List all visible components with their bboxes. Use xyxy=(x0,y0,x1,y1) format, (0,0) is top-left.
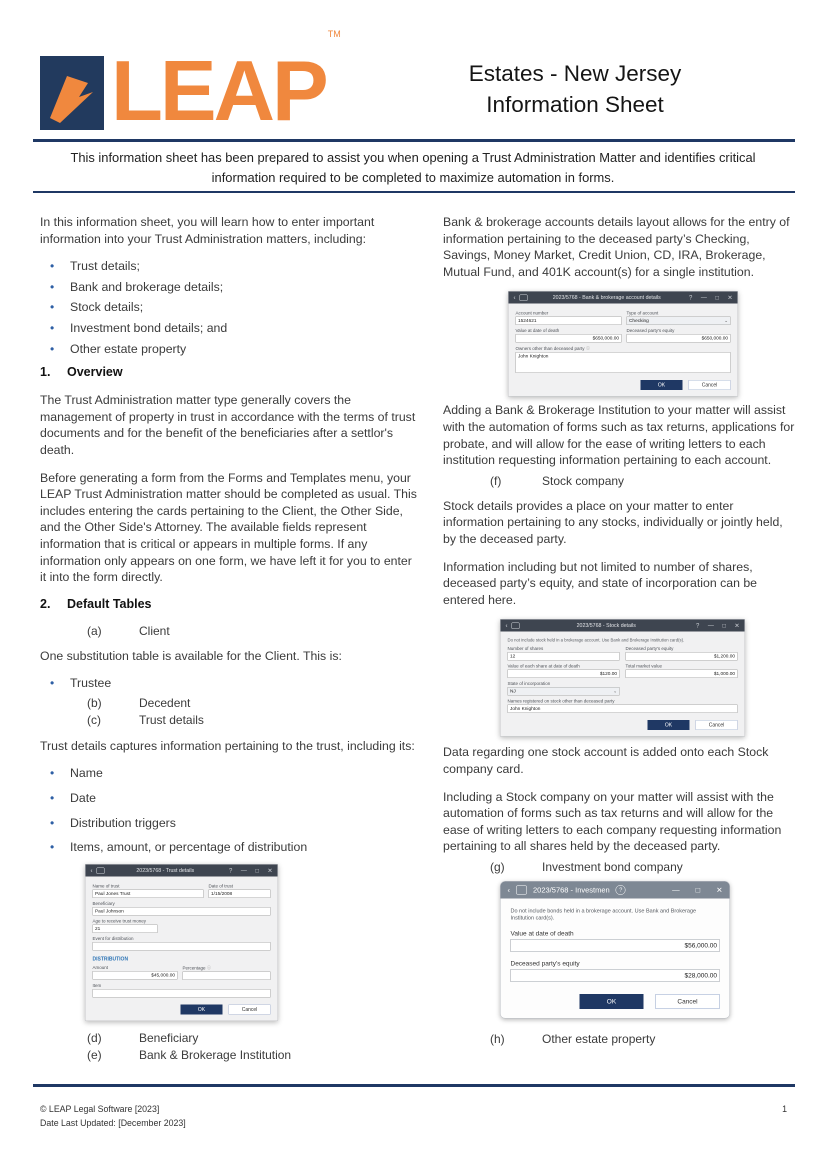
bullet-item xyxy=(40,279,418,296)
footer-updated: Date Last Updated: [December 2023] xyxy=(40,1118,186,1128)
field-label: Type of account xyxy=(626,310,659,316)
bullet-text: • Distribution triggers xyxy=(70,815,176,830)
letter-label: (c) xyxy=(87,712,101,727)
back-icon[interactable]: ‹ xyxy=(90,866,93,874)
ok-button[interactable]: OK xyxy=(580,994,644,1009)
letter-item-e xyxy=(40,1048,418,1063)
right-column xyxy=(443,214,796,1065)
leap-logo-mark-icon xyxy=(40,56,104,130)
cancel-button[interactable]: Cancel xyxy=(696,720,738,730)
field-label: Amount xyxy=(92,964,109,970)
distribution-section-heading: DISTRIBUTION xyxy=(92,956,129,962)
letter-text: Beneficiary xyxy=(139,1030,199,1045)
ok-button[interactable]: OK xyxy=(648,720,690,730)
close-icon[interactable]: ✕ xyxy=(267,866,273,874)
investment-bond-dialog xyxy=(500,881,730,1018)
maximize-icon[interactable]: □ xyxy=(695,885,701,895)
paragraph: Stock details provides a place on your matter to enter information pertaining to any stocks, individually or jointly held, by the deceased party. xyxy=(443,498,783,546)
trust-details-dialog-screenshot xyxy=(85,864,278,1024)
letter-item-f xyxy=(443,474,796,489)
header-divider xyxy=(33,139,795,142)
bullet-text: • Trustee xyxy=(70,676,112,691)
equity-input[interactable]: $28,000.00 xyxy=(511,969,720,982)
paragraph: Trust details captures information pertaining to the trust, including its: xyxy=(40,738,415,753)
maximize-icon[interactable]: □ xyxy=(715,294,719,302)
letter-item-g xyxy=(443,860,796,875)
minimize-icon[interactable]: — xyxy=(700,294,707,302)
stock-details-dialog xyxy=(500,619,745,737)
chevron-down-icon: ⌄ xyxy=(613,688,617,694)
item-input[interactable] xyxy=(93,989,271,998)
info-icon: ⓘ xyxy=(207,965,212,970)
letter-item-a xyxy=(40,624,418,639)
bullet-item xyxy=(40,299,418,316)
bullet-list xyxy=(40,765,418,855)
back-icon[interactable]: ‹ xyxy=(513,294,516,302)
field-label: Number of shares xyxy=(507,646,544,652)
letter-item-b xyxy=(40,696,418,711)
value-at-death-input[interactable]: $650,000.00 xyxy=(516,334,622,343)
document-title xyxy=(420,58,730,120)
field-label: Value of each share at date of death xyxy=(507,663,580,669)
two-column-body xyxy=(40,214,796,1065)
date-of-trust-input[interactable]: 1/15/2008 xyxy=(209,889,271,898)
back-icon[interactable]: ‹ xyxy=(505,622,508,630)
minimize-icon[interactable]: — xyxy=(240,866,247,874)
dialog-titlebar xyxy=(86,864,278,876)
bullet-item xyxy=(40,839,418,856)
minimize-icon[interactable]: — xyxy=(707,622,714,630)
field-label: Percentage ⓘ xyxy=(182,965,212,971)
letter-label: (d) xyxy=(87,1030,102,1045)
letter-label: (b) xyxy=(87,695,102,710)
section-heading-overview xyxy=(40,365,418,379)
investment-bond-dialog-screenshot xyxy=(500,881,730,1025)
close-icon[interactable]: ✕ xyxy=(727,294,733,302)
bullet-text: • Investment bond details; and xyxy=(70,320,228,335)
title-line-1: Estates - New Jersey xyxy=(468,61,682,86)
card-icon xyxy=(512,623,520,630)
bullet-item xyxy=(40,815,418,832)
close-icon[interactable]: ✕ xyxy=(734,622,740,630)
bullet-text: • Bank and brokerage details; xyxy=(70,279,224,294)
equity-input[interactable]: $650,000.00 xyxy=(627,334,731,343)
letter-text: Stock company xyxy=(542,473,625,488)
field-label: Names registered on stock other than deceased party xyxy=(507,698,615,704)
letter-text: Trust details xyxy=(139,712,204,727)
bullet-item xyxy=(40,790,418,807)
paragraph: Bank & brokerage accounts details layout allows for the entry of information pertaining to the deceased party’s Checking, Savings, Money Market, Credit Union, CD, IRA, Brokerage, Mutual Fund, and 401K account(s) for a single institution. xyxy=(443,215,790,279)
name-of-trust-input[interactable]: Paul Jones Trust xyxy=(93,889,204,898)
leap-logo-text: LEAP™ xyxy=(111,29,341,139)
maximize-icon[interactable]: □ xyxy=(722,622,726,630)
info-icon: ⓘ xyxy=(586,346,591,351)
letter-item-d xyxy=(40,1031,418,1046)
cancel-button[interactable]: Cancel xyxy=(229,1004,271,1014)
dialog-title: 2023/5768 - Investmen xyxy=(533,885,610,895)
equity-input[interactable]: $1,200.00 xyxy=(626,652,738,661)
amount-input[interactable]: $45,000.00 xyxy=(93,971,178,980)
owners-textarea[interactable]: John Knighton xyxy=(516,352,731,373)
dialog-titlebar xyxy=(501,620,745,632)
bullet-item xyxy=(40,258,418,275)
letter-text: Bank & Brokerage Institution xyxy=(139,1047,292,1062)
bullet-item xyxy=(40,320,418,337)
help-icon[interactable]: ? xyxy=(616,885,626,895)
names-registered-input[interactable]: John Knighton xyxy=(508,705,738,714)
field-label: Owners other than deceased party ⓘ xyxy=(515,346,591,352)
close-icon[interactable]: ✕ xyxy=(716,885,723,895)
paragraph: Information including but not limited to number of shares, deceased party’s equity, and state of incorporation can be entered here. xyxy=(443,559,758,607)
trust-details-dialog xyxy=(85,864,278,1021)
field-label: Date of trust xyxy=(208,883,234,889)
field-label: Deceased party's equity xyxy=(510,959,580,967)
bullet-text: • Name xyxy=(70,766,103,781)
section-title: Default Tables xyxy=(67,596,152,611)
bullet-text: • Stock details; xyxy=(70,300,144,315)
account-number-input[interactable]: 1524621 xyxy=(516,317,622,326)
paragraph: One substitution table is available for the Client. This is: xyxy=(40,648,342,663)
number-of-shares-input[interactable]: 12 xyxy=(508,652,620,661)
bullet-text: • Items, amount, or percentage of distribution xyxy=(70,840,308,855)
state-of-incorporation-select[interactable]: NJ ⌄ xyxy=(508,687,620,696)
bullet-text: • Other estate property xyxy=(70,341,187,356)
dialog-titlebar xyxy=(509,292,738,304)
bullet-item xyxy=(40,341,418,358)
trademark-symbol: TM xyxy=(327,29,341,39)
help-icon[interactable]: ? xyxy=(696,622,700,630)
cancel-button[interactable]: Cancel xyxy=(689,380,731,390)
help-icon[interactable]: ? xyxy=(229,866,233,874)
paragraph: In this information sheet, you will learn how to enter important information into your Trust Administration matters, including: xyxy=(40,215,375,246)
letter-label: (f) xyxy=(490,473,502,488)
letter-item-h xyxy=(443,1032,796,1047)
letter-label: (g) xyxy=(490,859,505,874)
field-label: Value at date of death xyxy=(515,328,560,334)
intro-divider xyxy=(33,191,795,193)
section-number: 1. xyxy=(40,365,51,380)
card-icon xyxy=(516,885,527,894)
paragraph: The Trust Administration matter type generally covers the management of property in trust in accordance with the terms of trust documents and for the benefit of the beneficiaries after a settlor's death. xyxy=(40,393,416,457)
page-footer xyxy=(40,1102,787,1130)
letter-item-c xyxy=(40,713,418,728)
field-label: Deceased party's equity xyxy=(625,646,674,652)
market-value-input[interactable]: $1,000.00 xyxy=(626,670,738,679)
value-at-death-input[interactable]: $56,000.00 xyxy=(511,939,720,952)
bullet-list xyxy=(40,258,418,357)
help-icon[interactable]: ? xyxy=(689,294,693,302)
letter-label: (a) xyxy=(87,623,102,638)
letter-text: Client xyxy=(139,623,170,638)
page-number: 1 xyxy=(782,1104,787,1114)
field-label: Beneficiary xyxy=(92,900,115,906)
title-line-2: Information Sheet xyxy=(486,92,664,117)
percentage-input[interactable] xyxy=(183,971,271,980)
letter-label: (h) xyxy=(490,1031,505,1046)
bank-brokerage-dialog xyxy=(508,291,738,397)
footer-divider xyxy=(33,1084,795,1087)
minimize-icon[interactable]: — xyxy=(672,885,680,895)
left-column xyxy=(40,214,418,1065)
chevron-down-icon: ⌄ xyxy=(724,318,728,324)
field-label: Event for distribution xyxy=(92,935,134,941)
dialog-note: Do not include stock held in a brokerage account. Use Bank and Brokerage Institution card(s). xyxy=(507,637,685,643)
dialog-title: 2023/5768 - Stock details xyxy=(576,622,636,629)
section-title: Overview xyxy=(67,365,123,380)
field-label: Age to receive trust money xyxy=(92,918,147,924)
cancel-button[interactable]: Cancel xyxy=(656,994,720,1009)
field-label: Deceased party's equity xyxy=(626,328,675,334)
section-number: 2. xyxy=(40,596,51,611)
event-for-distribution-input[interactable] xyxy=(93,942,271,951)
dialog-title: 2023/5768 - Bank & brokerage account details xyxy=(552,294,661,301)
dialog-note: Do not include bonds held in a brokerage account. Use Bank and Brokerage Institution card(s). xyxy=(510,907,697,922)
leap-logo xyxy=(40,29,341,139)
letter-text: Investment bond company xyxy=(542,859,683,874)
stock-details-dialog-screenshot xyxy=(500,619,745,737)
bullet-text: • Trust details; xyxy=(70,259,140,274)
footer-copyright: © LEAP Legal Software [2023] xyxy=(40,1104,160,1114)
paragraph: Before generating a form from the Forms and Templates menu, your LEAP Trust Administration matter should be completed as usual. This includes entering the cards pertaining to the Client, the Other Side, and the Other Side's Attorney. The available fields represent information that is critical or appears in multiple forms. If any information only appears on one form, we have left it for you to enter it into the form directly. xyxy=(40,470,417,585)
card-icon xyxy=(97,867,105,874)
back-icon[interactable]: ‹ xyxy=(507,885,510,895)
type-of-account-select[interactable]: Checking ⌄ xyxy=(627,317,731,326)
paragraph: Data regarding one stock account is added onto each Stock company card. xyxy=(443,745,769,776)
field-label: Value at date of death xyxy=(510,929,574,937)
dialog-title: 2023/5768 - Trust details xyxy=(136,867,195,874)
beneficiary-input[interactable]: Paul Johnson xyxy=(93,907,271,916)
ok-button[interactable]: OK xyxy=(641,380,683,390)
age-input[interactable]: 21 xyxy=(93,924,158,933)
dialog-titlebar xyxy=(501,881,730,898)
letter-label: (e) xyxy=(87,1047,102,1062)
field-label: Total market value xyxy=(625,663,663,669)
maximize-icon[interactable]: □ xyxy=(255,866,259,874)
section-heading-default-tables xyxy=(40,597,418,611)
field-label: Name of trust xyxy=(92,883,120,889)
bullet-text: • Date xyxy=(70,791,96,806)
paragraph: Including a Stock company on your matter will assist with the automation of forms such as tax returns and will allow for the ease of writing letters to each company requesting information pertaining to all shares held by the deceased party. xyxy=(443,789,782,854)
bullet-item xyxy=(40,765,418,782)
share-price-input[interactable]: $120.00 xyxy=(508,670,620,679)
bank-brokerage-dialog-screenshot xyxy=(508,291,738,395)
card-icon xyxy=(520,295,528,302)
field-label: State of incorporation xyxy=(507,681,551,687)
field-label: Account number xyxy=(515,310,549,316)
ok-button[interactable]: OK xyxy=(181,1004,223,1014)
letter-text: Decedent xyxy=(139,695,191,710)
bullet-item xyxy=(40,675,418,692)
field-label: Item xyxy=(92,982,102,988)
letter-text: Other estate property xyxy=(542,1031,656,1046)
paragraph: Adding a Bank & Brokerage Institution to your matter will assist with the automation of forms such as tax returns, applications for probate, and will allow for the ease of writing letters to each institution requesting information pertaining to each account. xyxy=(443,403,795,468)
intro-paragraph: This information sheet has been prepared to assist you when opening a Trust Administration Matter and identifies critical information required to be completed to maximize automation in forms. xyxy=(70,150,756,185)
